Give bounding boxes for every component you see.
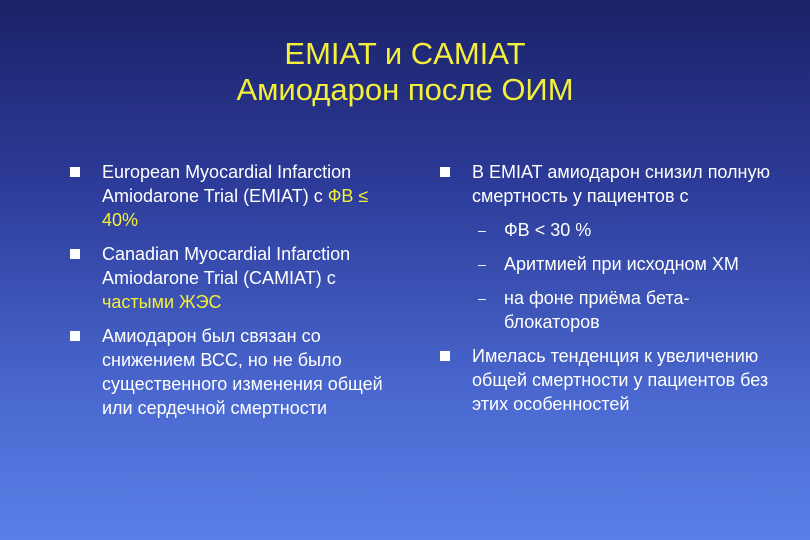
bullet-item-amiodarone: [70, 324, 400, 420]
bullet-text: European Myocardial Infarction Amiodarone Trial (EMIAT) с: [102, 162, 352, 206]
title-line-1: EMIAT и CAMIAT: [284, 36, 526, 71]
square-bullet-icon: [440, 351, 450, 361]
slide-title: [0, 36, 810, 108]
bullet-item-camiat: [70, 242, 400, 314]
square-bullet-icon: [440, 167, 450, 177]
bullet-item-tendency: [440, 344, 785, 416]
sub-item-text: ФВ < 30 %: [504, 220, 592, 240]
bullet-highlight: ФВ ≤ 40%: [102, 186, 369, 230]
dash-marker: –: [478, 290, 486, 306]
sub-item-text: на фоне приёма бета-блокаторов: [504, 288, 690, 332]
title-line-2: Амиодарон после ОИМ: [236, 72, 574, 107]
dash-marker: –: [478, 222, 486, 238]
bullet-text: Имелась тенденция к увеличению общей смертности у пациентов без этих особенностей: [472, 346, 769, 414]
square-bullet-icon: [70, 249, 80, 259]
sub-item-text: Аритмией при исходном ХМ: [504, 254, 739, 274]
sub-item: [440, 286, 785, 334]
bullet-highlight: частыми ЖЭС: [102, 292, 222, 312]
square-bullet-icon: [70, 167, 80, 177]
sub-item: [440, 252, 785, 276]
bullet-text: Амиодарон был связан со снижением ВСС, но не было существенного изменения общей или сердечной смертности: [102, 326, 383, 418]
dash-marker: –: [478, 256, 486, 272]
bullet-item-emiat-mortality: [440, 160, 785, 208]
right-column: [440, 160, 785, 426]
bullet-text: Canadian Myocardial Infarction Amiodarone Trial (CAMIAT) с: [102, 244, 351, 288]
bullet-item-emiat: [70, 160, 400, 232]
sub-item: [440, 218, 785, 242]
square-bullet-icon: [70, 331, 80, 341]
bullet-text: В EMIAT амиодарон снизил полную смертность у пациентов с: [472, 162, 770, 206]
left-column: [70, 160, 400, 430]
